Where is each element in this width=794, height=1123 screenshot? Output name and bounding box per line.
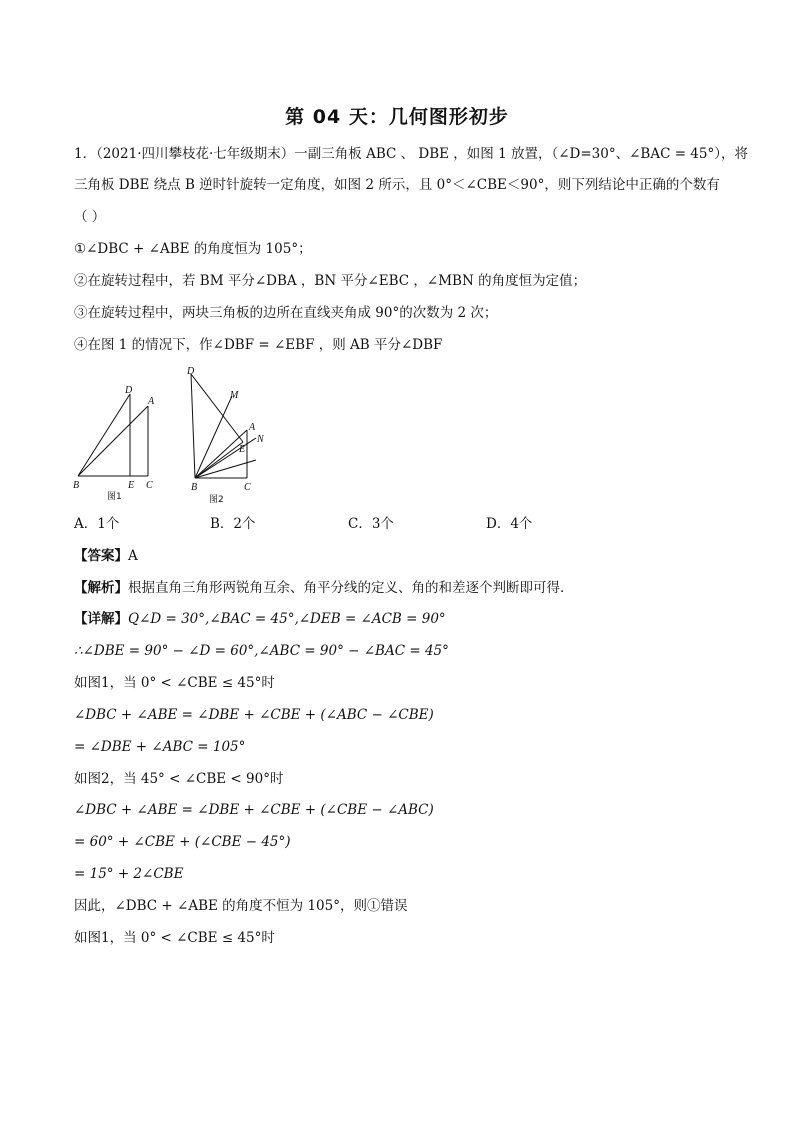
figure-2: [180, 362, 280, 507]
question-blank: （ ）: [74, 209, 106, 225]
detail-line-10: 因此，∠DBC + ∠ABE 的角度不恒为 105°，则①错误: [74, 898, 408, 914]
statement-2: ②在旋转过程中，若 BM 平分∠DBA ，BN 平分∠EBC ，∠MBN 的角度恒为定值；: [74, 273, 587, 289]
fig1-label-d: D: [125, 385, 133, 396]
question-line-1: 1．（2021·四川攀枝花·七年级期末）一副三角板 ABC 、 DBE ，如图 1 放置，（∠D=30°、∠BAC = 45°），将: [74, 146, 748, 162]
fig2-line-de: [191, 374, 243, 442]
fig1-label-c: C: [146, 480, 153, 491]
detail-line-3: 如图1，当 0° < ∠CBE ≤ 45°时: [74, 675, 275, 691]
analysis-line: [74, 579, 574, 597]
analysis-tag: 【解析】: [74, 580, 128, 596]
fig1-label-b: B: [73, 480, 80, 491]
fig2-label-d: D: [187, 366, 195, 377]
page-title: 第 04 天：几何图形初步: [285, 106, 509, 128]
option-d: D．4个: [486, 516, 533, 532]
fig2-line-bd: [191, 374, 195, 478]
fig1-caption: 图1: [107, 492, 122, 502]
analysis-text: 根据直角三角形两锐角互余、角平分线的定义、角的和差逐个判断即可得．: [128, 580, 574, 596]
fig2-label-e: E: [239, 444, 246, 455]
fig2-caption: 图2: [209, 495, 224, 505]
detail-line-8: = 60° + ∠CBE + (∠CBE − 45°): [74, 834, 291, 850]
detail-line-9: = 15° + 2∠CBE: [74, 866, 184, 882]
detail-line-6: 如图2，当 45° < ∠CBE < 90°时: [74, 771, 284, 787]
fig2-label-a: A: [249, 422, 256, 433]
fig2-label-m: M: [230, 390, 239, 401]
fig2-label-c: C: [244, 482, 251, 493]
detail-tag: 【详解】: [74, 611, 128, 627]
fig1-label-e: E: [128, 480, 135, 491]
answer-line: [74, 547, 138, 565]
statement-1: ①∠DBC + ∠ABE 的角度恒为 105°；: [74, 241, 312, 257]
fig1-line-bd: [78, 394, 130, 476]
detail-line-5: = ∠DBE + ∠ABC = 105°: [74, 739, 246, 755]
detail-line-1: [74, 610, 446, 628]
answer-value: A: [128, 548, 138, 564]
statement-4: ④在图 1 的情况下，作∠DBF = ∠EBF ，则 AB 平分∠DBF: [74, 337, 443, 353]
option-c: C．3个: [348, 516, 394, 532]
option-b: B．2个: [210, 516, 256, 532]
statement-3: ③在旋转过程中，两块三角板的边所在直线夹角成 90°的次数为 2 次；: [74, 305, 498, 321]
fig1-line-ba: [78, 406, 148, 476]
fig2-label-b: B: [191, 482, 198, 493]
fig1-label-a: A: [148, 396, 155, 407]
fig2-line-be: [195, 442, 246, 478]
answer-tag: 【答案】: [74, 548, 128, 564]
detail-line-2: ∴∠DBE = 90° − ∠D = 60°,∠ABC = 90° − ∠BAC = 45°: [74, 643, 449, 659]
question-line-2: 三角板 DBE 绕点 B 逆时针旋转一定角度，如图 2 所示，且 0°＜∠CBE＜90°，则下列结论中正确的个数有: [74, 177, 720, 193]
detail-line-11: 如图1，当 0° < ∠CBE ≤ 45°时: [74, 930, 275, 946]
detail-line-7: ∠DBC + ∠ABE = ∠DBE + ∠CBE + (∠CBE − ∠ABC): [74, 802, 434, 818]
detail-line-4: ∠DBC + ∠ABE = ∠DBE + ∠CBE + (∠ABC − ∠CBE): [74, 707, 434, 723]
detail-formula-1: Q∠D = 30°,∠BAC = 45°,∠DEB = ∠ACB = 90°: [128, 611, 446, 627]
option-a: A．1个: [74, 516, 120, 532]
figure-1: [68, 380, 168, 505]
fig2-label-n: N: [257, 434, 264, 445]
